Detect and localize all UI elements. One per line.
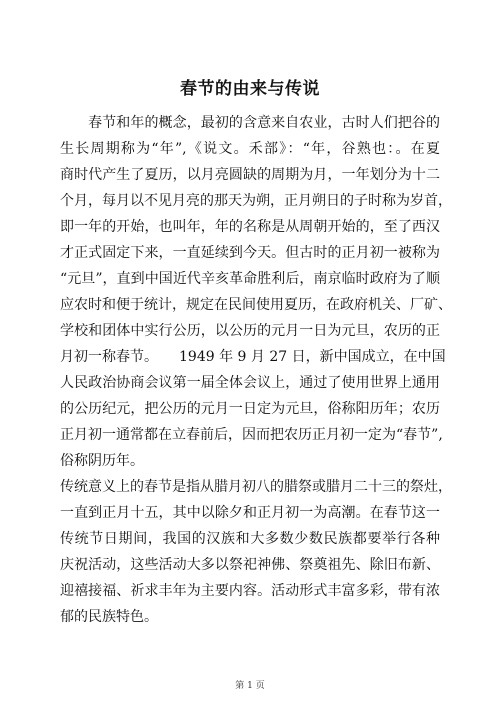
text-line: 正月初一通常都在立春前后，因而把农历正月初一定为“春节”, — [60, 427, 443, 443]
text-line: 生长周期称为“年”,《说文。禾部》：“年，谷熟也：。在夏 — [60, 141, 440, 157]
text-line: 才正式固定下来，一直延续到今天。但古时的正月初一被称为 — [60, 245, 440, 261]
text-line: 一直到正月十五，其中以除夕和正月初一为高潮。在春节这一 — [60, 505, 440, 521]
text-line: 春节和年的概念，最初的含意来自农业，古时人们把谷的 — [60, 115, 440, 131]
text-line: 学校和团体中实行公历，以公历的元月一日为元旦，农历的正 — [60, 323, 440, 339]
document-title: 春节的由来与传说 — [180, 79, 320, 99]
text-line: 商时代产生了夏历，以月亮圆缺的周期为月，一年划分为十二 — [60, 167, 440, 183]
text-line: 俗称阴历年。 — [60, 453, 144, 469]
text-line: “元旦”，直到中国近代辛亥革命胜利后，南京临时政府为了顺 — [60, 271, 440, 287]
page-number: 第 1 页 — [235, 681, 265, 691]
text-line: 即一年的开始，也叫年，年的名称是从周朝开始的，至了西汉 — [60, 219, 440, 235]
text-line: 月初一称春节。 1949 年 9 月 27 日，新中国成立，在中国 — [60, 349, 446, 365]
text-line: 传统意义上的春节是指从腊月初八的腊祭或腊月二十三的祭灶， — [60, 479, 452, 495]
text-line: 应农时和便于统计，规定在民间使用夏历，在政府机关、厂矿、 — [60, 297, 452, 313]
text-line: 人民政治协商会议第一届全体会议上，通过了使用世界上通用 — [60, 375, 440, 391]
text-line: 传统节日期间，我国的汉族和大多数少数民族都要举行各种 — [60, 531, 440, 547]
text-line: 庆祝活动，这些活动大多以祭祀神佛、祭奠祖先、除旧布新、 — [60, 557, 440, 573]
text-line: 个月，每月以不见月亮的那天为朔，正月朔日的子时称为岁首， — [60, 193, 452, 209]
text-line: 郁的民族特色。 — [60, 609, 158, 625]
text-line: 迎禧接福、祈求丰年为主要内容。活动形式丰富多彩，带有浓 — [60, 583, 440, 599]
text-line: 的公历纪元，把公历的元月一日定为元旦，俗称阳历年；农历 — [60, 401, 440, 417]
